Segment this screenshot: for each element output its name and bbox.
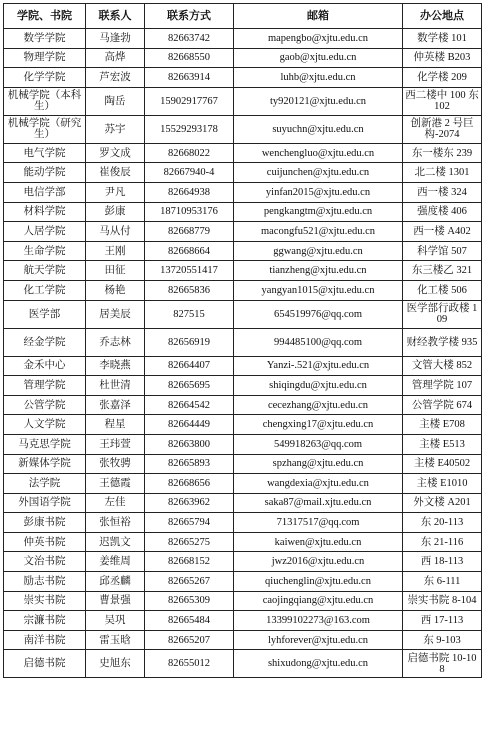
college-cell: 物理学院: [4, 48, 86, 68]
email-cell: ggwang@xjtu.edu.cn: [234, 241, 403, 261]
contact-cell: 陶岳: [86, 87, 145, 115]
table-row: [4, 202, 482, 222]
college-cell: 医学部: [4, 300, 86, 328]
college-cell: 启德书院: [4, 650, 86, 678]
college-cell: 管理学院: [4, 376, 86, 396]
email-cell: Yanzi-.521@xjtu.edu.cn: [234, 356, 403, 376]
table-row: [4, 630, 482, 650]
phone-cell: 82665695: [145, 376, 234, 396]
table-row: [4, 376, 482, 396]
phone-cell: 82664449: [145, 415, 234, 435]
college-cell: 机械学院（本科生）: [4, 87, 86, 115]
table-row: [4, 300, 482, 328]
office-cell: 医学部行政楼 109: [403, 300, 482, 328]
office-cell: 西 17-113: [403, 611, 482, 631]
contact-cell: 马逢勃: [86, 29, 145, 49]
email-cell: ty920121@xjtu.edu.cn: [234, 87, 403, 115]
phone-cell: 82667940-4: [145, 163, 234, 183]
contact-cell: 程星: [86, 415, 145, 435]
office-cell: 财经教学楼 935: [403, 328, 482, 356]
table-row: [4, 241, 482, 261]
college-cell: 金禾中心: [4, 356, 86, 376]
header-office: 办公地点: [403, 4, 482, 29]
phone-cell: 82668152: [145, 552, 234, 572]
office-cell: 东 20-113: [403, 513, 482, 533]
email-cell: saka87@mail.xjtu.edu.cn: [234, 493, 403, 513]
header-contact: 联系人: [86, 4, 145, 29]
office-cell: 东一楼东 239: [403, 143, 482, 163]
contact-cell: 张牧骋: [86, 454, 145, 474]
office-cell: 仲英楼 B203: [403, 48, 482, 68]
email-cell: mapengbo@xjtu.edu.cn: [234, 29, 403, 49]
office-cell: 启德书院 10-108: [403, 650, 482, 678]
phone-cell: 82664938: [145, 182, 234, 202]
table-row: [4, 572, 482, 592]
email-cell: 994485100@qq.com: [234, 328, 403, 356]
contact-cell: 高烨: [86, 48, 145, 68]
email-cell: jwz2016@xjtu.edu.cn: [234, 552, 403, 572]
office-cell: 东 6-111: [403, 572, 482, 592]
email-cell: shixudong@xjtu.edu.cn: [234, 650, 403, 678]
table-row: [4, 29, 482, 49]
email-cell: yinfan2015@xjtu.edu.cn: [234, 182, 403, 202]
table-row: [4, 650, 482, 678]
contact-cell: 乔志林: [86, 328, 145, 356]
college-cell: 能动学院: [4, 163, 86, 183]
phone-cell: 82665207: [145, 630, 234, 650]
phone-cell: 827515: [145, 300, 234, 328]
contact-cell: 王刚: [86, 241, 145, 261]
email-cell: wenchengluo@xjtu.edu.cn: [234, 143, 403, 163]
office-cell: 西二楼中 100 东 102: [403, 87, 482, 115]
phone-cell: 82663962: [145, 493, 234, 513]
college-cell: 法学院: [4, 474, 86, 494]
contact-cell: 杨艳: [86, 280, 145, 300]
phone-cell: 82665893: [145, 454, 234, 474]
office-cell: 东 21-116: [403, 532, 482, 552]
college-cell: 数学学院: [4, 29, 86, 49]
phone-cell: 82665275: [145, 532, 234, 552]
email-cell: yangyan1015@xjtu.edu.cn: [234, 280, 403, 300]
contact-cell: 姜维周: [86, 552, 145, 572]
contact-cell: 史旭东: [86, 650, 145, 678]
email-cell: pengkangtm@xjtu.edu.cn: [234, 202, 403, 222]
email-cell: 13399102273@163.com: [234, 611, 403, 631]
phone-cell: 82665794: [145, 513, 234, 533]
office-cell: 创新港 2 号巨构-2074: [403, 115, 482, 143]
contact-cell: 曹景强: [86, 591, 145, 611]
table-row: [4, 552, 482, 572]
office-cell: 化工楼 506: [403, 280, 482, 300]
phone-cell: 82655012: [145, 650, 234, 678]
college-cell: 公管学院: [4, 395, 86, 415]
email-cell: shiqingdu@xjtu.edu.cn: [234, 376, 403, 396]
email-cell: lyhforever@xjtu.edu.cn: [234, 630, 403, 650]
contact-cell: 尹凡: [86, 182, 145, 202]
office-cell: 西一楼 A402: [403, 222, 482, 242]
college-cell: 机械学院（研究生）: [4, 115, 86, 143]
college-cell: 人文学院: [4, 415, 86, 435]
table-body: [4, 29, 482, 678]
contact-cell: 李晓燕: [86, 356, 145, 376]
contact-cell: 崔俊辰: [86, 163, 145, 183]
table-row: [4, 611, 482, 631]
table-row: [4, 454, 482, 474]
phone-cell: 82665836: [145, 280, 234, 300]
contact-cell: 杜世清: [86, 376, 145, 396]
table-row: [4, 434, 482, 454]
contact-cell: 雷玉晗: [86, 630, 145, 650]
header-phone: 联系方式: [145, 4, 234, 29]
college-cell: 彭康书院: [4, 513, 86, 533]
phone-cell: 82663800: [145, 434, 234, 454]
contact-cell: 王德霞: [86, 474, 145, 494]
table-row: [4, 415, 482, 435]
phone-cell: 82665267: [145, 572, 234, 592]
contact-cell: 苏宇: [86, 115, 145, 143]
table-row: [4, 87, 482, 115]
phone-cell: 82656919: [145, 328, 234, 356]
office-cell: 数学楼 101: [403, 29, 482, 49]
college-cell: 仲英书院: [4, 532, 86, 552]
office-cell: 强度楼 406: [403, 202, 482, 222]
college-cell: 材料学院: [4, 202, 86, 222]
office-cell: 崇实书院 8-104: [403, 591, 482, 611]
phone-cell: 82668550: [145, 48, 234, 68]
college-cell: 南洋书院: [4, 630, 86, 650]
phone-cell: 82668022: [145, 143, 234, 163]
email-cell: macongfu521@xjtu.edu.cn: [234, 222, 403, 242]
phone-cell: 15902917767: [145, 87, 234, 115]
table-row: [4, 163, 482, 183]
college-cell: 化工学院: [4, 280, 86, 300]
college-cell: 化学学院: [4, 68, 86, 88]
office-cell: 公管学院 674: [403, 395, 482, 415]
table-row: [4, 356, 482, 376]
contact-cell: 王玮萱: [86, 434, 145, 454]
contact-cell: 张恒裕: [86, 513, 145, 533]
table-row: [4, 48, 482, 68]
email-cell: qiuchenglin@xjtu.edu.cn: [234, 572, 403, 592]
college-cell: 文治书院: [4, 552, 86, 572]
office-cell: 科学馆 507: [403, 241, 482, 261]
email-cell: chengxing17@xjtu.edu.cn: [234, 415, 403, 435]
email-cell: cecezhang@xjtu.edu.cn: [234, 395, 403, 415]
office-cell: 北二楼 1301: [403, 163, 482, 183]
contact-cell: 芦宏波: [86, 68, 145, 88]
college-cell: 生命学院: [4, 241, 86, 261]
header-email: 邮箱: [234, 4, 403, 29]
phone-cell: 13720551417: [145, 261, 234, 281]
table-row: [4, 261, 482, 281]
table-row: [4, 474, 482, 494]
college-cell: 航天学院: [4, 261, 86, 281]
college-cell: 崇实书院: [4, 591, 86, 611]
table-row: [4, 532, 482, 552]
office-cell: 西 18-113: [403, 552, 482, 572]
email-cell: 71317517@qq.com: [234, 513, 403, 533]
email-cell: 654519976@qq.com: [234, 300, 403, 328]
college-cell: 励志书院: [4, 572, 86, 592]
office-cell: 文管大楼 852: [403, 356, 482, 376]
table-row: [4, 222, 482, 242]
contact-cell: 邱丞麟: [86, 572, 145, 592]
table-row: [4, 513, 482, 533]
contact-cell: 居美辰: [86, 300, 145, 328]
email-cell: cuijunchen@xjtu.edu.cn: [234, 163, 403, 183]
phone-cell: 82668664: [145, 241, 234, 261]
office-cell: 西一楼 324: [403, 182, 482, 202]
office-cell: 管理学院 107: [403, 376, 482, 396]
email-cell: suyuchn@xjtu.edu.cn: [234, 115, 403, 143]
email-cell: 549918263@qq.com: [234, 434, 403, 454]
email-cell: kaiwen@xjtu.edu.cn: [234, 532, 403, 552]
college-cell: 经金学院: [4, 328, 86, 356]
email-cell: gaob@xjtu.edu.cn: [234, 48, 403, 68]
phone-cell: 82664407: [145, 356, 234, 376]
table-row: [4, 182, 482, 202]
phone-cell: 82663742: [145, 29, 234, 49]
phone-cell: 82668656: [145, 474, 234, 494]
phone-cell: 82664542: [145, 395, 234, 415]
email-cell: tianzheng@xjtu.edu.cn: [234, 261, 403, 281]
college-cell: 宗濂书院: [4, 611, 86, 631]
office-cell: 主楼 E513: [403, 434, 482, 454]
contact-cell: 左佳: [86, 493, 145, 513]
office-cell: 东三楼乙 321: [403, 261, 482, 281]
college-cell: 新媒体学院: [4, 454, 86, 474]
table-row: [4, 68, 482, 88]
college-cell: 外国语学院: [4, 493, 86, 513]
table-row: [4, 328, 482, 356]
contact-cell: 迟凯文: [86, 532, 145, 552]
office-cell: 主楼 E708: [403, 415, 482, 435]
phone-cell: 82665309: [145, 591, 234, 611]
contact-cell: 田征: [86, 261, 145, 281]
phone-cell: 18710953176: [145, 202, 234, 222]
phone-cell: 82668779: [145, 222, 234, 242]
email-cell: spzhang@xjtu.edu.cn: [234, 454, 403, 474]
email-cell: luhb@xjtu.edu.cn: [234, 68, 403, 88]
contact-cell: 罗文成: [86, 143, 145, 163]
email-cell: wangdexia@xjtu.edu.cn: [234, 474, 403, 494]
office-cell: 化学楼 209: [403, 68, 482, 88]
phone-cell: 82663914: [145, 68, 234, 88]
phone-cell: 82665484: [145, 611, 234, 631]
header-row: [4, 4, 482, 29]
college-cell: 电信学部: [4, 182, 86, 202]
contact-table: [3, 3, 482, 678]
email-cell: caojingqiang@xjtu.edu.cn: [234, 591, 403, 611]
table-row: [4, 591, 482, 611]
office-cell: 外文楼 A201: [403, 493, 482, 513]
phone-cell: 15529293178: [145, 115, 234, 143]
table-row: [4, 280, 482, 300]
office-cell: 主楼 E1010: [403, 474, 482, 494]
college-cell: 马克思学院: [4, 434, 86, 454]
header-college: 学院、书院: [4, 4, 86, 29]
contact-cell: 彭康: [86, 202, 145, 222]
office-cell: 东 9-103: [403, 630, 482, 650]
college-cell: 人居学院: [4, 222, 86, 242]
contact-cell: 吴巩: [86, 611, 145, 631]
table-row: [4, 143, 482, 163]
contact-cell: 张嘉泽: [86, 395, 145, 415]
table-row: [4, 395, 482, 415]
table-row: [4, 115, 482, 143]
table-row: [4, 493, 482, 513]
contact-cell: 马从付: [86, 222, 145, 242]
college-cell: 电气学院: [4, 143, 86, 163]
office-cell: 主楼 E40502: [403, 454, 482, 474]
